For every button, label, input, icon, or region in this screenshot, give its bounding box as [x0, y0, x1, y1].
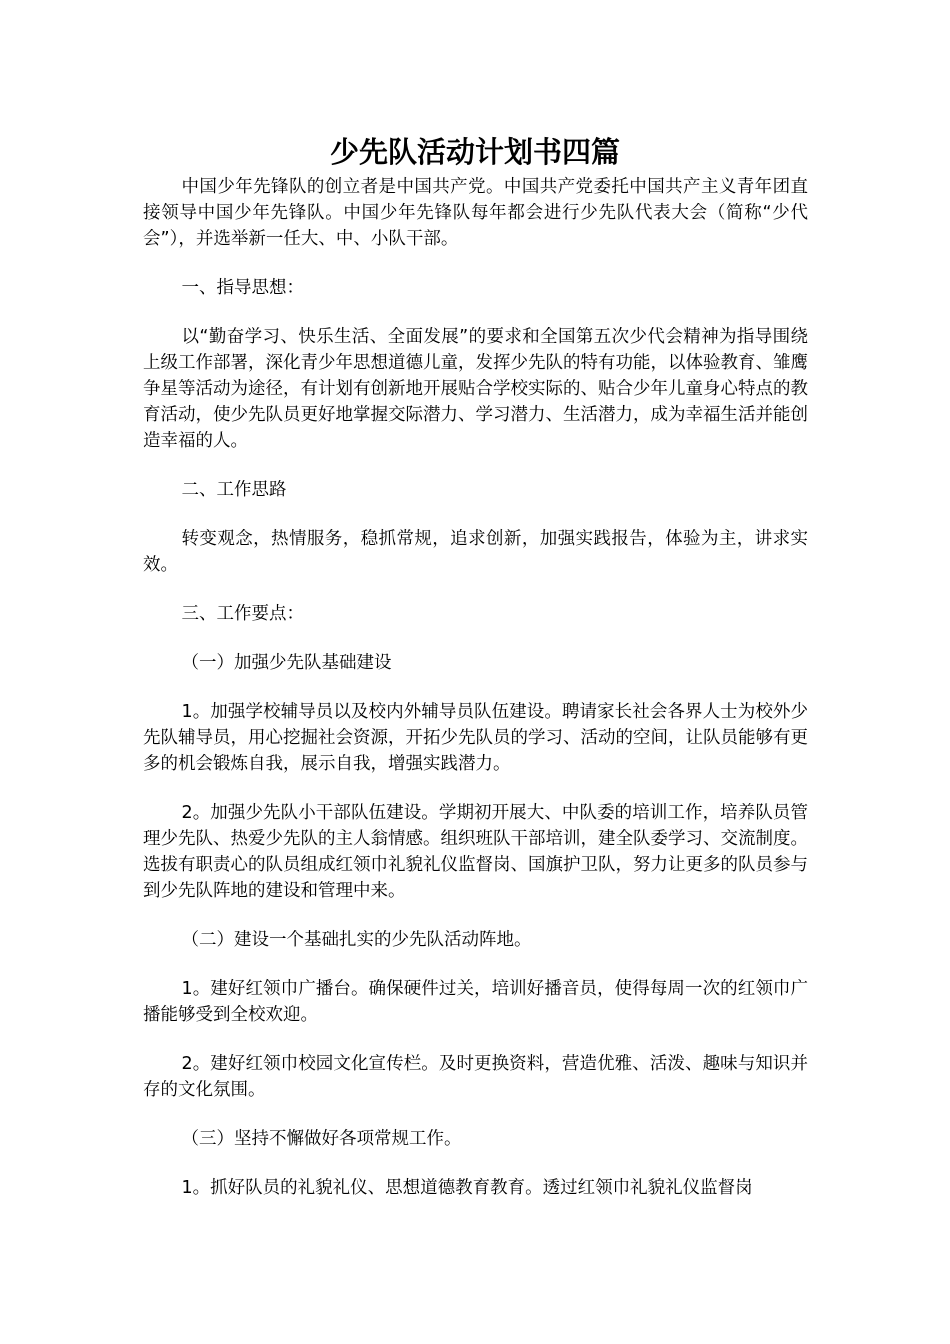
document-body — [143, 174, 808, 1224]
heading-work-approach: 二、工作思路 — [181, 480, 287, 500]
subheading-activity-base: （二）建设一个基础扎实的少先队活动阵地。 — [181, 930, 532, 950]
paragraph-guiding-ideology: 以“勤奋学习、快乐生活、全面发展”的要求和全国第五次少代会精神为指导围绕上级工作部署，深化青少年思想道德儿童，发挥少先队的特有功能，以体验教育、雏鹰争星等活动为途径，有计划有创新地开展贴合学校实际的、贴合少年儿童身心特点的教育活动，使少先队员更好地掌握交际潜力、学习潜力、生活潜力，成为幸福生活并能创造幸福的人。 — [143, 327, 808, 451]
subheading-routine-work: （三）坚持不懈做好各项常规工作。 — [181, 1129, 462, 1149]
paragraph-cadre-team: 2。加强少先队小干部队伍建设。学期初开展大、中队委的培训工作，培养队员管理少先队、热爱少先队的主人翁情感。组织班队干部培训，建全队委学习、交流制度。选拔有职责心的队员组成红领巾礼貌礼仪监督岗、国旗护卫队，努力让更多的队员参与到少先队阵地的建设和管理中来。 — [143, 803, 808, 901]
heading-guiding-ideology: 一、指导思想： — [181, 278, 304, 298]
paragraph-broadcast: 1。建好红领巾广播台。确保硬件过关，培训好播音员，使得每周一次的红领巾广播能够受到全校欢迎。 — [143, 979, 808, 1025]
paragraph-work-approach: 转变观念，热情服务，稳抓常规，追求创新，加强实践报告，体验为主，讲求实效。 — [143, 529, 808, 575]
paragraph-counselor-team: 1。加强学校辅导员以及校内外辅导员队伍建设。聘请家长社会各界人士为校外少先队辅导员，用心挖掘社会资源，开拓少先队员的学习、活动的空间，让队员能够有更多的机会锻炼自我，展示自我，增强实践潜力。 — [143, 702, 808, 774]
heading-work-points: 三、工作要点： — [181, 604, 304, 624]
document-title: 少先队活动计划书四篇 — [329, 135, 620, 169]
paragraph-intro: 中国少年先锋队的创立者是中国共产党。中国共产党委托中国共产主义青年团直接领导中国少年先锋队。中国少年先锋队每年都会进行少先队代表大会（简称“少代会”），并选举新一任大、中、小队干部。 — [143, 177, 808, 249]
paragraph-bulletin-board: 2。建好红领巾校园文化宣传栏。及时更换资料，营造优雅、活泼、趣味与知识并存的文化氛围。 — [143, 1054, 808, 1100]
paragraph-etiquette: 1。抓好队员的礼貌礼仪、思想道德教育教育。透过红领巾礼貌礼仪监督岗 — [181, 1178, 753, 1198]
subheading-basic-construction: （一）加强少先队基础建设 — [181, 653, 392, 673]
